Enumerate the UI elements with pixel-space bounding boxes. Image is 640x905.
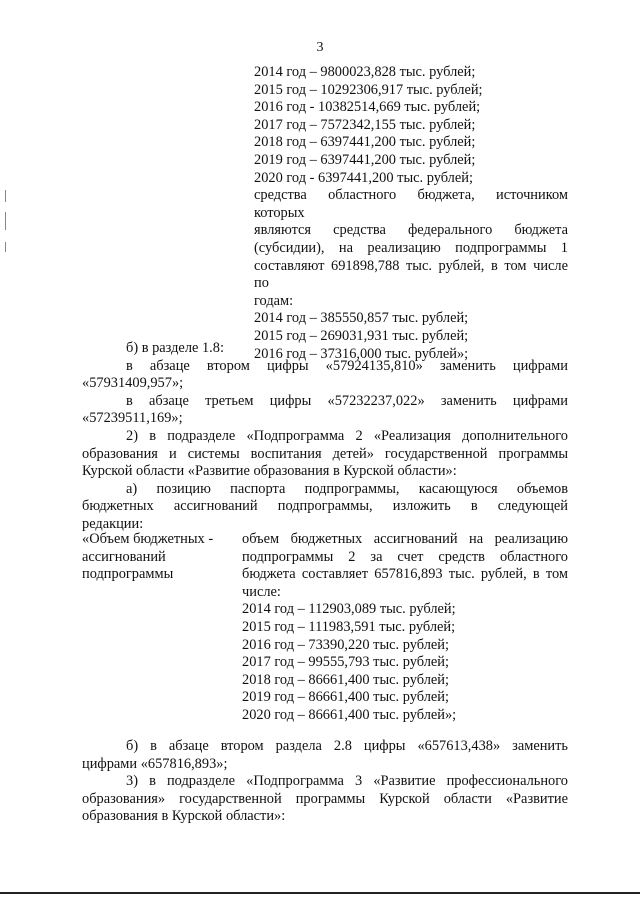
paragraph-line: а) позицию паспорта подпрограммы, касающуюся объемов [126,480,568,497]
text-line: (субсидии), на реализацию подпрограммы 1 [254,239,568,256]
year-line: 2015 год – 10292306,917 тыс. рублей; [254,81,483,98]
funding-block [254,64,568,363]
year-line: 2015 год – 269031,931 тыс. рублей; [254,327,469,344]
paragraph-line: образования» государственной программы Курской области «Развитие [82,790,568,807]
paragraph-line: «57931409,957»; [82,375,184,392]
section-b [82,340,568,534]
table-year-line: 2016 год – 73390,220 тыс. рублей; [242,636,449,653]
paragraph-line: образования и системы воспитания детей» государственной программы [82,445,568,462]
table-year-line: 2018 год – 86661,400 тыс. рублей; [242,671,449,688]
paragraph-line: б) в разделе 1.8: [126,340,224,356]
table-year-line: 2015 год – 111983,591 тыс. рублей; [242,618,456,635]
year-line: 2017 год – 7572342,155 тыс. рублей; [254,116,476,133]
table-label-line: подпрограммы [82,566,174,583]
text-line: средства областного бюджета, источником которых [254,187,568,221]
table-value-column [242,531,568,725]
table-value-line: подпрограммы 2 за счет средств областного [242,548,568,565]
paragraph-line: 3) в подразделе «Подпрограмма 3 «Развитие профессионального [126,773,568,790]
year-line: 2016 год - 10382514,669 тыс. рублей; [254,99,481,116]
scan-margin-mark [5,212,6,230]
paragraph-line: 2) в подразделе «Подпрограмма 2 «Реализация дополнительного [126,427,568,444]
table-value-line: числе: [242,583,281,600]
year-line: 2014 год – 9800023,828 тыс. рублей; [254,64,476,80]
paragraph-line: б) в абзаце втором раздела 2.8 цифры «657613,438» заменить [126,738,568,754]
page-bottom-rule [0,892,640,894]
page-number: 3 [316,40,324,55]
table-label-line: ассигнований [82,548,166,565]
text-line: годам: [254,292,294,309]
table-value-line: объем бюджетных ассигнований на реализацию [242,531,568,547]
table-value-line: бюджета составляет 657816,893 тыс. рублей, в том [242,566,568,583]
paragraph-line: «57239511,169»; [82,410,183,427]
paragraph-line: в абзаце третьем цифры «57232237,022» заменить цифрами [126,392,568,409]
paragraph-line: цифрами «657816,893»; [82,755,228,772]
paragraph-line: бюджетных ассигнований подпрограммы, изложить в следующей [82,498,568,515]
paragraph-line: редакции: [82,515,144,532]
year-line: 2019 год – 6397441,200 тыс. рублей; [254,151,476,168]
table-label-line: «Объем бюджетных - [82,531,214,547]
table-year-line: 2014 год – 112903,089 тыс. рублей; [242,601,456,618]
table-year-line: 2019 год – 86661,400 тыс. рублей; [242,689,449,706]
year-line: 2018 год – 6397441,200 тыс. рублей; [254,134,476,151]
year-line: 2014 год – 385550,857 тыс. рублей; [254,310,469,327]
paragraph-line: в абзаце втором цифры «57924135,810» заменить цифрами [126,357,568,374]
paragraph-line: образования в Курской области»: [82,808,286,825]
text-line: являются средства федерального бюджета [254,222,568,239]
table-year-line: 2017 год – 99555,793 тыс. рублей; [242,654,449,671]
year-line: 2016 год – 37316,000 тыс. рублей»; [254,345,469,362]
paragraph-line: Курской области «Развитие образования в Курской области»: [82,463,457,480]
text-line: составляют 691898,788 тыс. рублей, в том числе по [254,257,568,292]
scan-margin-mark [5,190,6,202]
scan-margin-mark [5,242,6,252]
table-label-column [82,531,242,584]
year-line: 2020 год - 6397441,200 тыс. рублей; [254,169,473,186]
section-c [82,738,568,826]
table-year-line: 2020 год – 86661,400 тыс. рублей»; [242,706,457,723]
